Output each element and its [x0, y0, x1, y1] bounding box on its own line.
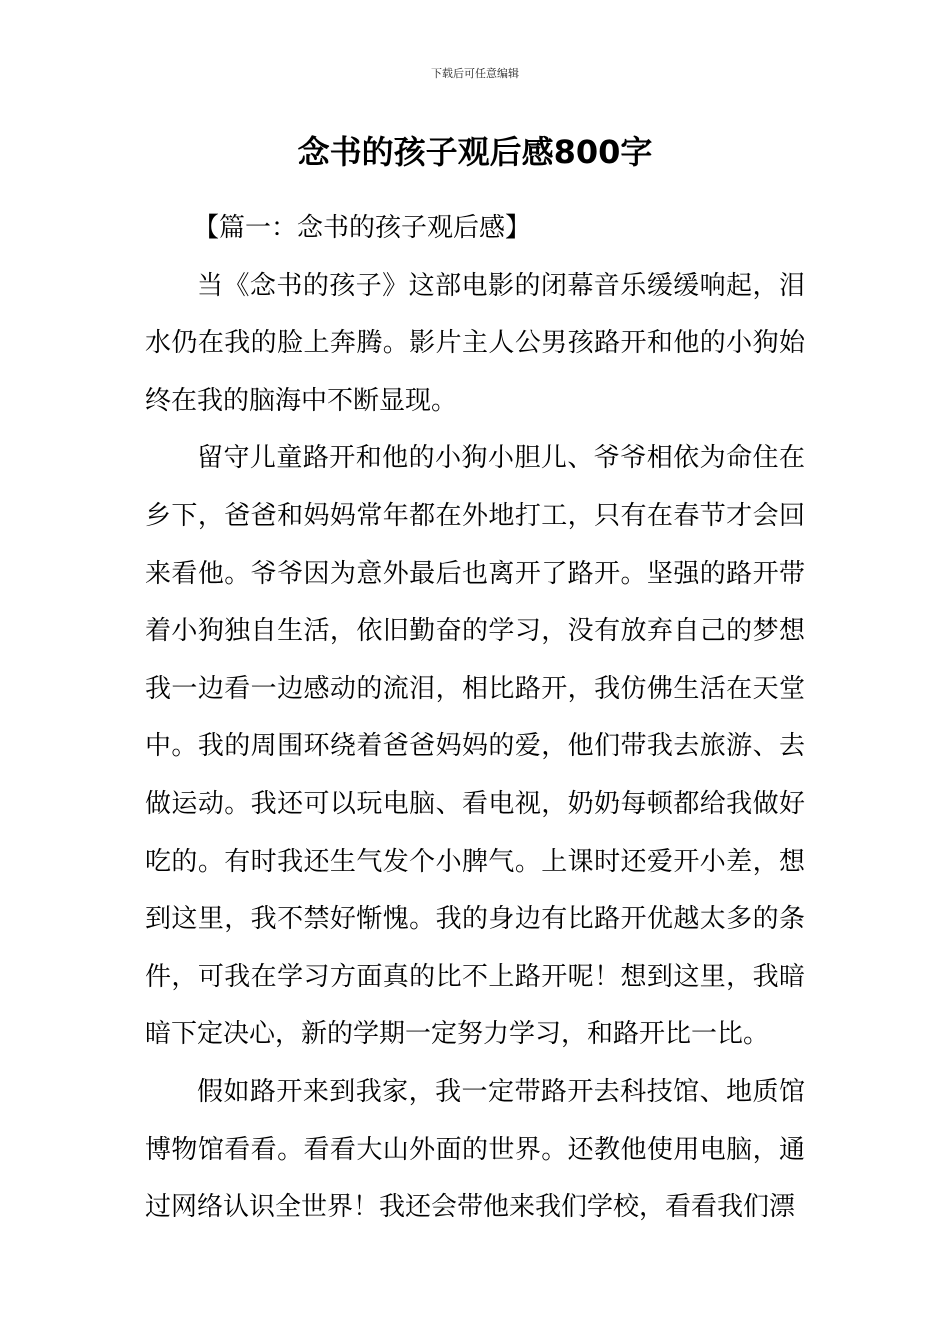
section-heading: 【篇一：念书的孩子观后感】 [193, 213, 532, 243]
header-note: 下载后可任意编辑 [431, 67, 519, 80]
document-body [145, 200, 805, 1237]
paragraph-3: 假如路开来到我家，我一定带路开去科技馆、地质馆博物馆看看。看看大山外面的世界。还教他使用电脑，通过网络认识全世界！我还会带他来我们学校，看看我们漂 [145, 1076, 805, 1223]
document-title: 念书的孩子观后感800字 [297, 133, 653, 171]
paragraph-2: 留守儿童路开和他的小狗小胆儿、爷爷相依为命住在乡下，爸爸和妈妈常年都在外地打工，只有在春节才会回来看他。爷爷因为意外最后也离开了路开。坚强的路开带着小狗独自生活，依旧勤奋的学习，没有放弃自己的梦想我一边看一边感动的流泪，相比路开，我仿佛生活在天堂中。我的周围环绕着爸爸妈妈的爱，他们带我去旅游、去做运动。我还可以玩电脑、看电视，奶奶每顿都给我做好吃的。有时我还生气发个小脾气。上课时还爱开小差，想到这里，我不禁好惭愧。我的身边有比路开优越太多的条件，可我在学习方面真的比不上路开呢！想到这里，我暗暗下定决心，新的学期一定努力学习，和路开比一比。 [145, 443, 805, 1050]
paragraph-1: 当《念书的孩子》这部电影的闭幕音乐缓缓响起，泪水仍在我的脸上奔腾。影片主人公男孩路开和他的小狗始终在我的脑海中不断显现。 [145, 270, 805, 416]
